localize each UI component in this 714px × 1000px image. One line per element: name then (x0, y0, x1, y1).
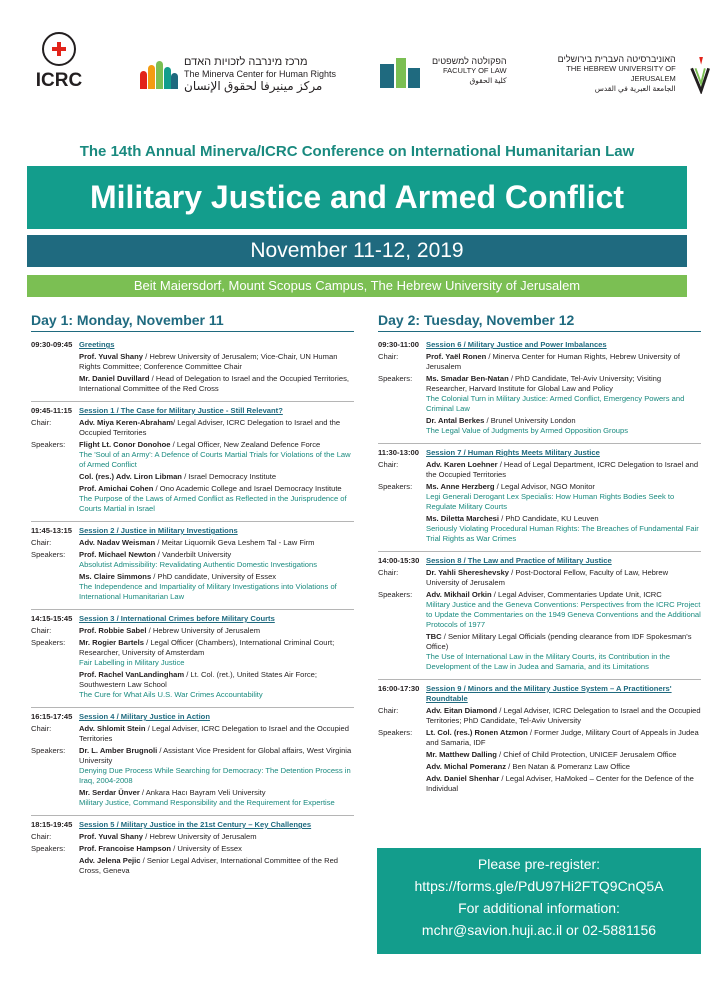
speaker-affiliation: / Legal Advisor, NGO Monitor (494, 482, 595, 491)
faculty-of-law-logo (378, 54, 507, 88)
huji-english: THE HEBREW UNIVERSITY OF JERUSALEM (566, 64, 676, 83)
session-time: 14:00-15:30 (378, 556, 420, 565)
speaker-name: Prof. Yuval Shany (79, 352, 144, 361)
speaker-name: Dr. Antal Berkes (426, 416, 485, 425)
talk-title: The 'Soul of an Army': A Defence of Courts Martial Trials for Violations of the Law of Armed Conflict (79, 450, 351, 469)
chair-name: Adv. Karen Loehner (426, 460, 498, 469)
session-title: Session 2 / Justice in Military Investigations (79, 526, 238, 535)
session-6 (378, 340, 701, 444)
speaker-affiliation: / Head of Delegation to Israel and the Occupied Territories, International Committee of the Red Cross (79, 374, 350, 393)
session-title: Greetings (79, 340, 115, 349)
speaker-name: Prof. Amichai Cohen (79, 484, 154, 493)
speaker-name: TBC (426, 632, 442, 641)
session-title: Session 3 / International Crimes before Military Courts (79, 614, 275, 623)
day1-heading: Day 1: Monday, November 11 (31, 312, 354, 332)
session-title: Session 5 / Military Justice in the 21st Century – Key Challenges (79, 820, 312, 829)
session-7 (378, 448, 701, 552)
speaker-name: Flight Lt. Conor Donohoe (79, 440, 171, 449)
session-time: 16:00-17:30 (378, 684, 420, 693)
speaker-affiliation: / Legal Officer (Chambers), International Criminal Court; Researcher, University of Amsterdam (79, 638, 335, 657)
session-title: Session 8 / The Law and Practice of Military Justice (426, 556, 612, 565)
speaker-affiliation: / Legal Adviser, Commentaries Update Unit, ICRC (491, 590, 662, 599)
speaker-name: Ms. Diletta Marchesi (426, 514, 500, 523)
session-3 (31, 614, 354, 708)
greetings-session (31, 340, 354, 402)
speaker-affiliation: / PhD candidate, University of Essex (151, 572, 277, 581)
speaker-affiliation: / Vanderbilt University (155, 550, 232, 559)
session-title: Session 6 / Military Justice and Power Imbalances (426, 340, 607, 349)
speaker-name: Prof. Michael Newton (79, 550, 156, 559)
speakers-label: Speakers: (378, 482, 413, 491)
speaker-name: Adv. Michal Pomeranz (426, 762, 507, 771)
speaker-name: Mr. Matthew Dalling (426, 750, 497, 759)
huji-arabic: الجامعة العبرية في القدس (594, 84, 676, 93)
chair-affiliation: / Hebrew University of Jerusalem (146, 626, 261, 635)
minerva-english: The Minerva Center for Human Rights (184, 69, 337, 79)
speaker-name: Mr. Rogier Bartels (79, 638, 144, 647)
hebrew-university-logo (528, 54, 714, 94)
speaker-name: Ms. Anne Herzberg (426, 482, 495, 491)
chair-name: Dr. Yahli Shereshevsky (426, 568, 510, 577)
speaker-name: Lt. Col. (res.) Ronen Atzmon (426, 728, 528, 737)
speakers-label: Speakers: (31, 746, 66, 755)
talk-title: The Cure for What Ails U.S. War Crimes Accountability (79, 690, 263, 699)
session-title: Session 7 / Human Rights Meets Military Justice (426, 448, 600, 457)
speaker-affiliation: / Lt. Col. (ret.), United States Air Force; Southwestern Law School (79, 670, 318, 689)
day1-column (31, 312, 354, 887)
speaker-name: Ms. Claire Simmons (79, 572, 152, 581)
speakers-label: Speakers: (378, 374, 413, 383)
chair-label: Chair: (31, 832, 52, 841)
session-time: 16:15-17:45 (31, 712, 73, 721)
speaker-affiliation: / Assistant Vice President for Global affairs, West Virginia University (79, 746, 352, 765)
talk-title: Seriously Violating Procedural Human Rights: The Breaches of Fundamental Fair Trial Rights as War Crimes (426, 524, 699, 543)
chair-name: Adv. Miya Keren-Abraham (79, 418, 173, 427)
chair-label: Chair: (378, 706, 399, 715)
speaker-affiliation: / Brunel University London (484, 416, 576, 425)
chair-label: Chair: (31, 626, 52, 635)
talk-title: Absolutist Admissibility: Revalidating Authentic Domestic Investigations (79, 560, 318, 569)
conference-dates: November 11-12, 2019 (27, 235, 687, 267)
conference-title: Military Justice and Armed Conflict (27, 166, 687, 229)
session-time: 09:30-11:00 (378, 340, 419, 349)
speaker-affiliation: / PhD Candidate, KU Leuven (499, 514, 599, 523)
chair-label: Chair: (378, 460, 399, 469)
header-logos (0, 0, 714, 110)
session-title: Session 4 / Military Justice in Action (79, 712, 210, 721)
talk-title: Military Justice and the Geneva Conventions: Perspectives from the ICRC Project to Update the Commentaries on the 1949 Geneva Conventions and the Additional Protocols of 1977 (426, 600, 701, 629)
talk-title: The Colonial Turn in Military Justice: Armed Conflict, Emergency Powers and Criminal Law (426, 394, 685, 413)
chair-affiliation: / Legal Adviser, ICRC Delegation to Israel and the Occupied Territories (79, 724, 349, 743)
minerva-arabic: مركز مينيرفا لحقوق الإنسان (184, 79, 323, 93)
icrc-label: ICRC (35, 70, 83, 91)
speaker-affiliation: / Chief of Child Protection, UNICEF Jerusalem Office (496, 750, 677, 759)
minerva-hebrew: מרכז מינרבה לזכויות האדם (184, 56, 308, 68)
session-time: 11:30-13:00 (378, 448, 419, 457)
speakers-label: Speakers: (378, 728, 413, 737)
law-building-icon (378, 54, 422, 88)
speaker-affiliation: / Israel Democracy Institute (181, 472, 277, 481)
talk-title: Fair Labelling in Military Justice (79, 658, 185, 667)
talk-title: The Independence and Impartiality of Military Investigations into Violations of International Humanitarian Law (79, 582, 337, 601)
chair-affiliation: / Head of Legal Department, ICRC Delegation to Israel and the Occupied Territories (426, 460, 699, 479)
law-hebrew: הפקולטה למשפטים (432, 56, 507, 66)
chair-name: Adv. Shlomit Stein (79, 724, 146, 733)
red-cross-icon (42, 32, 76, 66)
speaker-name: Adv. Jelena Pejic (79, 856, 141, 865)
talk-title: Denying Due Process While Searching for Democracy: The Detention Process in Iraq, 2004-2008 (79, 766, 351, 785)
chair-label: Chair: (31, 724, 52, 733)
session-9 (378, 684, 701, 801)
icrc-logo (34, 32, 84, 92)
session-title: Session 9 / Minors and the Military Justice System – A Practitioners' Roundtable (426, 684, 672, 703)
chair-label: Chair: (31, 538, 52, 547)
session-time: 14:15-15:45 (31, 614, 73, 623)
chair-name: Adv. Nadav Weisman (79, 538, 156, 547)
talk-title: Military Justice, Command Responsibility and the Requirement for Expertise (79, 798, 335, 807)
session-time: 09:30-09:45 (31, 340, 73, 349)
talk-title: The Use of International Law in the Military Courts, its Contribution in the Development of the Law in Judea and Samaria, and its Limitations (426, 652, 670, 671)
day2-heading: Day 2: Tuesday, November 12 (378, 312, 701, 332)
speakers-label: Speakers: (31, 550, 66, 559)
speaker-affiliation: / Legal Adviser, HaMoked – Center for the Defence of the Individual (426, 774, 694, 793)
session-1 (31, 406, 354, 522)
chair-affiliation: / Post-Doctoral Fellow, Faculty of Law, Hebrew University of Jerusalem (426, 568, 669, 587)
session-time: 18:15-19:45 (31, 820, 73, 829)
speaker-name: Mr. Daniel Duvillard (79, 374, 150, 383)
law-arabic: كلية الحقوق (469, 76, 507, 85)
day2-column (378, 312, 701, 805)
speaker-affiliation: / Hebrew University of Jerusalem; Vice-Chair, UN Human Rights Committee; Conference Committee Chair (79, 352, 338, 371)
speaker-name: Adv. Mikhail Orkin (426, 590, 492, 599)
speaker-affiliation: / Senior Legal Adviser, International Committee of the Red Cross, Geneva (79, 856, 339, 875)
register-prompt: Please pre-register: (477, 856, 601, 872)
chair-affiliation: / Legal Adviser, ICRC Delegation to Israel and the Occupied Territories; PhD Candidate, Tel-Aviv University (426, 706, 701, 725)
menorah-icon (686, 54, 714, 94)
speaker-name: Ms. Smadar Ben-Natan (426, 374, 509, 383)
speaker-name: Mr. Serdar Ünver (79, 788, 140, 797)
register-link[interactable]: https://forms.gle/PdU97Hi2FTQ9CnQ5A (414, 878, 664, 894)
session-2 (31, 526, 354, 610)
speaker-affiliation: / University of Essex (171, 844, 242, 853)
session-title: Session 1 / The Case for Military Justice - Still Relevant? (79, 406, 283, 415)
talk-title: Legi Generali Derogant Lex Specialis: How Human Rights Bodies Seek to Regulate Military Courts (426, 492, 675, 511)
conference-subtitle: The 14th Annual Minerva/ICRC Conference on International Humanitarian Law (79, 143, 635, 160)
chair-affiliation: / Hebrew University of Jerusalem (143, 832, 257, 841)
registration-box (377, 848, 701, 954)
huji-hebrew: האוניברסיטה העברית בירושלים (557, 54, 676, 64)
law-english: FACULTY OF LAW (442, 66, 507, 75)
chair-affiliation: / Meitar Liquornik Geva Leshem Tal - Law Firm (155, 538, 315, 547)
speakers-label: Speakers: (31, 440, 66, 449)
contact-info[interactable]: mchr@savion.huji.ac.il or 02-5881156 (421, 922, 657, 938)
chair-name: Prof. Yuval Shany (79, 832, 144, 841)
speaker-affiliation: / Legal Officer, New Zealand Defence Force (170, 440, 321, 449)
speaker-name: Dr. L. Amber Brugnoli (79, 746, 158, 755)
session-time: 09:45-11:15 (31, 406, 72, 415)
speaker-affiliation: / Former Judge, Military Court of Appeals in Judea and Samaria, IDF (426, 728, 699, 747)
conference-venue: Beit Maiersdorf, Mount Scopus Campus, The Hebrew University of Jerusalem (27, 275, 687, 297)
chair-name: Adv. Eitan Diamond (426, 706, 498, 715)
minerva-logo (140, 56, 336, 92)
speaker-affiliation: / Senior Military Legal Officials (pending clearance from IDF Spokesman's Office) (426, 632, 692, 651)
chair-label: Chair: (378, 352, 399, 361)
session-5 (31, 820, 354, 883)
speaker-affiliation: / PhD Candidate, Tel-Aviv University; Visiting Researcher, Harvard Institute for Global Law and Policy (426, 374, 662, 393)
session-time: 11:45-13:15 (31, 526, 72, 535)
speaker-name: Prof. Rachel VanLandingham (79, 670, 185, 679)
chair-name: Prof. Robbie Sabel (79, 626, 147, 635)
chair-affiliation: / Legal Adviser, ICRC Delegation to Israel and the Occupied Territories (79, 418, 341, 437)
speakers-label: Speakers: (378, 590, 413, 599)
speakers-label: Speakers: (31, 844, 66, 853)
talk-title: The Legal Value of Judgments by Armed Opposition Groups (426, 426, 629, 435)
minerva-people-icon (140, 59, 178, 89)
chair-label: Chair: (31, 418, 52, 427)
chair-affiliation: / Minerva Center for Human Rights, Hebrew University of Jerusalem (426, 352, 680, 371)
talk-title: The Purpose of the Laws of Armed Conflict as Reflected in the Jurisprudence of Courts Martial in Israel (79, 494, 347, 513)
speaker-name: Adv. Daniel Shenhar (426, 774, 500, 783)
speakers-label: Speakers: (31, 638, 66, 647)
speaker-affiliation: / Ankara Hacı Bayram Veli University (139, 788, 266, 797)
chair-name: Prof. Yaël Ronen (426, 352, 487, 361)
speaker-name: Prof. Francoise Hampson (79, 844, 171, 853)
session-8 (378, 556, 701, 680)
session-4 (31, 712, 354, 816)
chair-label: Chair: (378, 568, 399, 577)
speaker-name: Col. (res.) Adv. Liron Libman (79, 472, 182, 481)
info-prompt: For additional information: (458, 900, 620, 916)
speaker-affiliation: / Ben Natan & Pomeranz Law Office (506, 762, 631, 771)
speaker-affiliation: / Ono Academic College and Israel Democracy Institute (153, 484, 342, 493)
